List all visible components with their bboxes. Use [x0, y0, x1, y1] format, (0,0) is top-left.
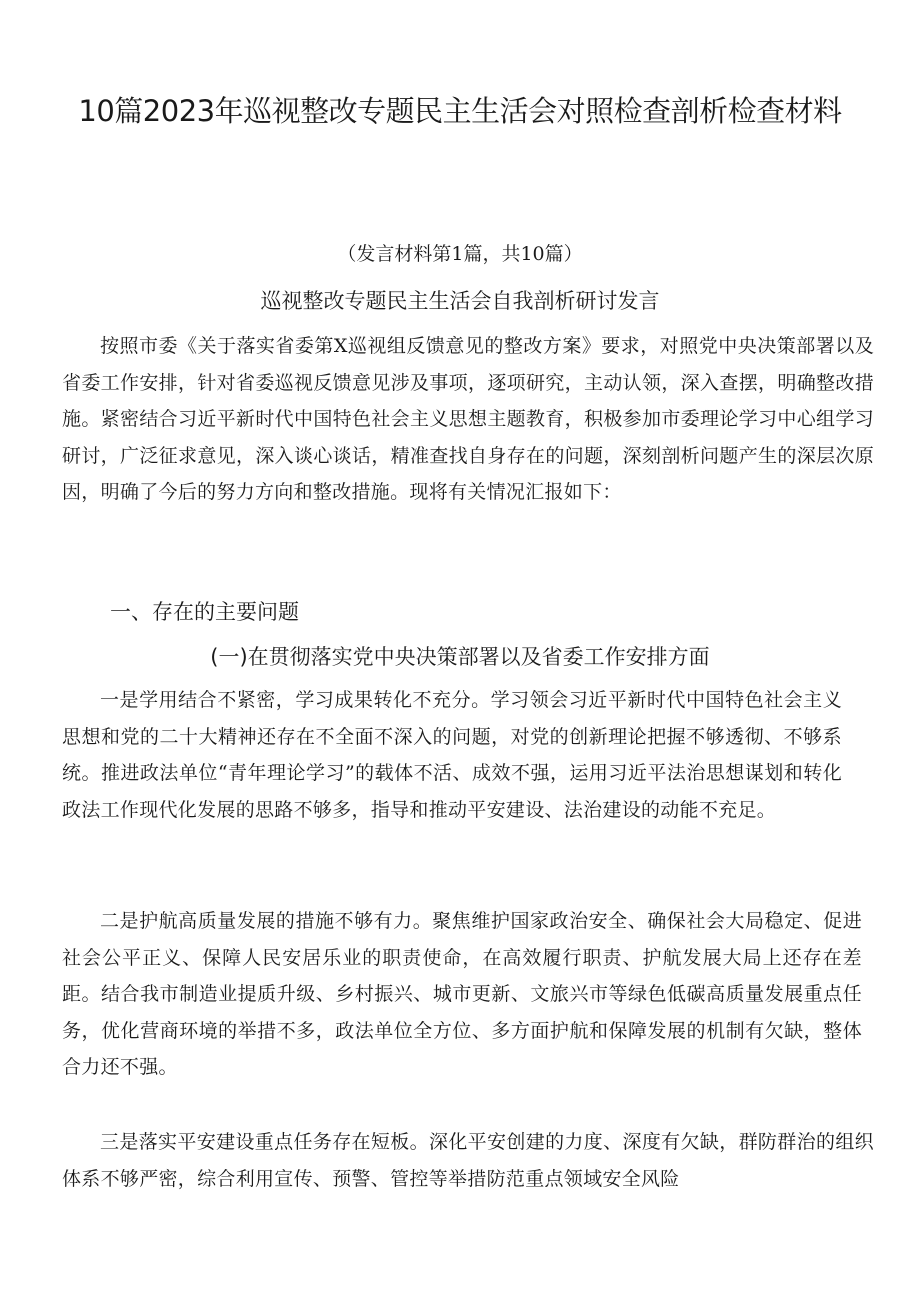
body-paragraph-1: 一是学用结合不紧密，学习成果转化不充分。学习领会习近平新时代中国特色社会主义思想和党的二十大精神还存在不全面不深入的问题，对党的创新理论把握不够透彻、不够系统。推进政法单位“青年理论学习”的载体不活、成效不强，运用习近平法治思想谋划和转化政法工作现代化发展的思路不够多，指导和推动平安建设、法治建设的动能不充足。 [62, 689, 842, 821]
speech-title: 巡视整改专题民主生活会自我剖析研讨发言 [260, 289, 660, 313]
document-subnote: （发言材料第1篇，共10篇） [337, 243, 583, 265]
body-paragraph-3: 三是落实平安建设重点任务存在短板。深化平安创建的力度、深度有欠缺，群防群治的组织体系不够严密，综合利用宣传、预警、管控等举措防范重点领域安全风险 [62, 1131, 874, 1190]
intro-paragraph: 按照市委《关于落实省委第X巡视组反馈意见的整改方案》要求，对照党中央决策部署以及省委工作安排，针对省委巡视反馈意见涉及事项，逐项研究，主动认领，深入查摆，明确整改措施。紧密结合习近平新时代中国特色社会主义思想主题教育，积极参加市委理论学习中心组学习研讨，广泛征求意见，深入谈心谈话，精准查找自身存在的问题，深刻剖析问题产生的深层次原因，明确了今后的努力方向和整改措施。现将有关情况汇报如下： [62, 335, 874, 503]
section-heading-problems: 一、存在的主要问题 [110, 600, 299, 624]
document-title: 10篇2023年巡视整改专题民主生活会对照检查剖析检查材料 [78, 94, 842, 128]
body-paragraph-2: 二是护航高质量发展的措施不够有力。聚焦维护国家政治安全、确保社会大局稳定、促进社会公平正义、保障人民安居乐业的职责使命，在高效履行职责、护航发展大局上还存在差距。结合我市制造业提质升级、乡村振兴、城市更新、文旅兴市等绿色低碳高质量发展重点任务，优化营商环境的举措不多，政法单位全方位、多方面护航和保障发展的机制有欠缺，整体合力还不强。 [62, 910, 862, 1078]
subsection-heading-implementation: (一)在贯彻落实党中央决策部署以及省委工作安排方面 [210, 645, 710, 669]
